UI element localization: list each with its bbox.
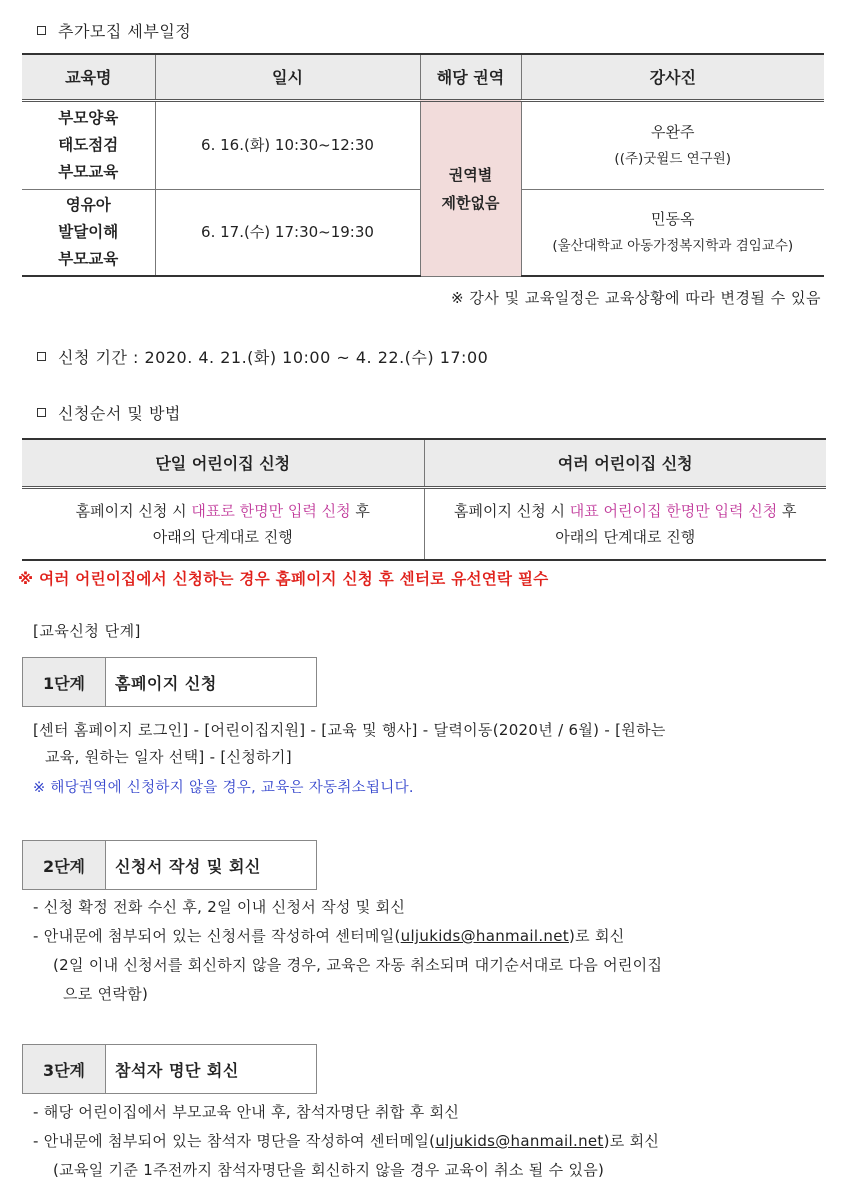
header-cell: 교육명	[22, 54, 155, 100]
step2-box	[22, 840, 317, 890]
method-text: 후	[777, 501, 797, 520]
section-heading-text: 신청 기간 : 2020. 4. 21.(화) 10:00 ~ 4. 22.(수) 17:00	[58, 348, 489, 367]
step3-line: - 해당 어린이집에서 부모교육 안내 후, 참석자명단 취합 후 회신	[33, 1103, 460, 1121]
datetime-cell: 6. 16.(화) 10:30~12:30	[155, 100, 420, 189]
method-text-line2: 아래의 단계대로 진행	[555, 527, 696, 546]
step-number: 2단계	[23, 841, 106, 889]
section-heading-text: 신청순서 및 방법	[58, 404, 181, 423]
course-name-line: 영유아	[65, 195, 111, 214]
method-text: 홈페이지 신청 시	[454, 501, 570, 520]
step2-text: - 안내문에 첨부되어 있는 신청서를 작성하여 센터메일(	[33, 927, 401, 945]
step1-line: [센터 홈페이지 로그인] - [어린이집지원] - [교육 및 행사] - 달력이동(2020년 / 6월) - [원하는	[33, 721, 666, 739]
checkbox-square-icon	[37, 26, 46, 35]
header-cell: 일시	[155, 54, 420, 100]
step3-text: )로 회신	[603, 1132, 660, 1150]
course-name-line: 발달이해	[58, 222, 119, 241]
step3-text: - 안내문에 첨부되어 있는 참석자 명단을 작성하여 센터메일(	[33, 1132, 436, 1150]
step3-line	[33, 1128, 659, 1155]
course-name-line: 태도점검	[58, 135, 119, 154]
method-header-row	[22, 439, 826, 487]
table-row	[22, 487, 826, 560]
step3-box	[22, 1044, 317, 1094]
schedule-change-note: ※ 강사 및 교육일정은 교육상황에 따라 변경될 수 있음	[450, 289, 821, 307]
section-heading-schedule	[37, 19, 191, 42]
course-name-line: 부모교육	[58, 162, 119, 181]
course-name-line: 부모양육	[58, 108, 119, 127]
email-link[interactable]: uljukids@hanmail.net	[435, 1132, 604, 1150]
table-row	[22, 100, 824, 189]
step2-line: - 신청 확정 전화 수신 후, 2일 이내 신청서 작성 및 회신	[33, 898, 406, 916]
region-line: 권역별	[448, 165, 493, 184]
schedule-header-row	[22, 54, 824, 100]
instructor-name: 민동옥	[651, 209, 695, 228]
header-cell: 여러 어린이집 신청	[424, 439, 826, 487]
step-title: 신청서 작성 및 회신	[115, 856, 261, 876]
instructor-cell	[521, 189, 824, 276]
step2-line	[33, 923, 625, 950]
instructor-cell	[521, 100, 824, 189]
step1-line: 교육, 원하는 일자 선택] - [신청하기]	[45, 748, 292, 766]
checkbox-square-icon	[37, 352, 46, 361]
step1-note: ※ 해당권역에 신청하지 않을 경우, 교육은 자동취소됩니다.	[33, 780, 414, 796]
step2-line: (2일 이내 신청서를 회신하지 않을 경우, 교육은 자동 취소되며 대기순서대로 다음 어린이집	[53, 956, 663, 974]
step3-line: (교육일 기준 1주전까지 참석자명단을 회신하지 않을 경우 교육이 취소 될 수 있음)	[53, 1161, 605, 1179]
method-text: 후	[350, 501, 370, 520]
region-line: 제한없음	[441, 193, 500, 212]
header-cell: 단일 어린이집 신청	[22, 439, 424, 487]
header-cell: 강사진	[521, 54, 824, 100]
instructor-name: 우완주	[651, 122, 695, 141]
email-link[interactable]: uljukids@hanmail.net	[400, 927, 569, 945]
section-heading-period	[37, 345, 488, 368]
step-number: 1단계	[23, 658, 106, 706]
schedule-table	[22, 53, 824, 277]
course-name-cell	[22, 189, 155, 276]
instructor-affiliation: ((주)굿윌드 연구원)	[614, 150, 732, 167]
required-phone-notice: ※ 여러 어린이집에서 신청하는 경우 홈페이지 신청 후 센터로 유선연락 필수	[18, 570, 549, 588]
instructor-affiliation: (울산대학교 아동가정복지학과 겸임교수)	[552, 237, 794, 254]
method-highlight: 대표 어린이집 한명만 입력 신청	[569, 501, 778, 520]
step-number: 3단계	[23, 1045, 106, 1093]
method-cell-single	[22, 487, 424, 560]
step-title: 홈페이지 신청	[115, 673, 217, 693]
method-text-line2: 아래의 단계대로 진행	[152, 527, 293, 546]
application-method-table	[22, 438, 826, 561]
course-name-cell	[22, 100, 155, 189]
step1-box	[22, 657, 317, 707]
step-title: 참석자 명단 회신	[115, 1060, 239, 1080]
step2-text: )로 회신	[568, 927, 625, 945]
section-heading-method	[37, 401, 181, 424]
header-cell: 해당 권역	[420, 54, 521, 100]
method-cell-multiple	[424, 487, 826, 560]
datetime-cell: 6. 17.(수) 17:30~19:30	[155, 189, 420, 276]
steps-label: [교육신청 단계]	[33, 622, 141, 640]
region-cell	[420, 100, 521, 276]
step2-line: 으로 연락함)	[63, 985, 149, 1003]
course-name-line: 부모교육	[58, 249, 119, 268]
method-text: 홈페이지 신청 시	[75, 501, 192, 520]
section-heading-text: 추가모집 세부일정	[58, 22, 192, 41]
checkbox-square-icon	[37, 408, 46, 417]
method-highlight: 대표로 한명만 입력 신청	[191, 501, 351, 520]
